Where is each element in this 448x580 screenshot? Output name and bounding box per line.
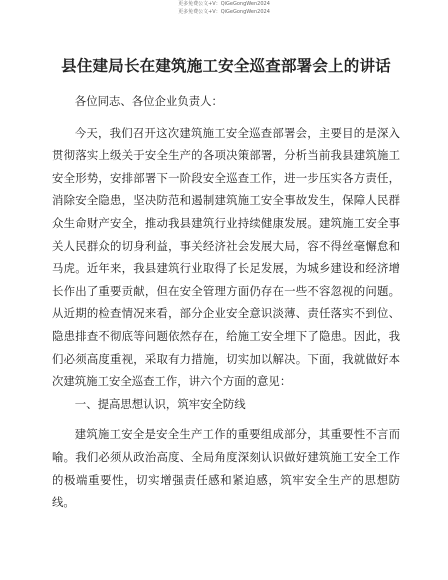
watermark-line-1: 更多免费公文+V：QiGeGongWen2024 bbox=[178, 1, 270, 7]
section-heading-1: 一、提高思想认识，筑牢安全防线 bbox=[74, 396, 246, 411]
paragraph-2: 建筑施工安全是安全生产工作的重要组成部分，其重要性不言而喻。我们必须从政治高度、全局角度深刻认识做好建筑施工安全工作的极端重要性，切实增强责任感和紧迫感，筑牢安全生产的思想防线。 bbox=[52, 427, 400, 510]
document-title: 县住建局长在建筑施工安全巡查部署会上的讲话 bbox=[61, 57, 391, 75]
watermark-line-2: 更多免费公文+V：QiGeGongWen2024 bbox=[178, 9, 270, 15]
document-page bbox=[52, 56, 400, 514]
paragraph-1: 今天，我们召开这次建筑施工安全巡查部署会，主要目的是深入贯彻落实上级关于安全生产的各项决策部署，分析当前我县建筑施工安全形势，安排部署下一阶段安全巡查工作，进一步压实各方责任，消除安全隐患，坚决防范和遏制建筑施工安全事故发生，保障人民群众生命财产安全，推动我县建筑行业持续健康发展。建筑施工安全事关人民群众的切身利益，事关经济社会发展大局，容不得丝毫懈怠和马虎。近年来，我县建筑行业取得了长足发展，为城乡建设和经济增长作出了重要贡献，但在安全管理方面仍存在一些不容忽视的问题。从近期的检查情况来看，部分企业安全意识淡薄、责任落实不到位、隐患排查不彻底等问题依然存在，给施工安全埋下了隐患。因此，我们必须高度重视，采取有力措施，切实加以解决。下面，我就做好本次建筑施工安全巡查工作，讲六个方面的意见： bbox=[52, 125, 400, 389]
salutation: 各位同志、各位企业负责人： bbox=[74, 94, 223, 108]
